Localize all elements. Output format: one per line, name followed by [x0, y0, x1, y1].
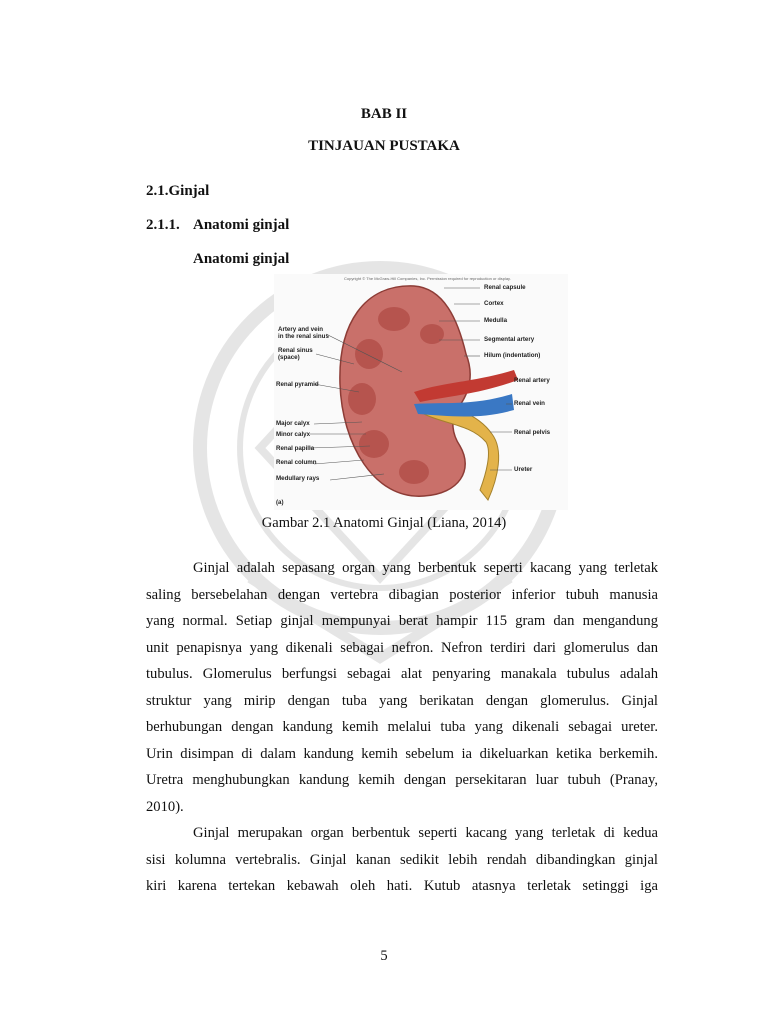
paragraph-line: Urin disimpan di dalam kandung kemih sebelum ia dikeluarkan ketika berkemih. [146, 745, 658, 762]
label-renal-papilla: Renal papilla [276, 445, 315, 452]
label-renal-pelvis: Renal pelvis [514, 429, 551, 436]
figure-caption: Gambar 2.1 Anatomi Ginjal (Liana, 2014) [261, 515, 507, 531]
figure-heading: Anatomi ginjal [193, 251, 290, 267]
label-major-calyx: Major calyx [276, 420, 310, 427]
subsection-heading [146, 217, 289, 234]
paragraph-line: struktur yang mirip dengan tuba yang berikatan dengan glomerulus. Ginjal [146, 692, 658, 709]
paragraph-line: Ginjal adalah sepasang organ yang berbentuk seperti kacang yang terletak [193, 560, 658, 576]
chapter-title: TINJAUAN PUSTAKA [308, 138, 460, 154]
label-artery-vein-sinus: Artery and vein in the renal sinus [278, 326, 329, 340]
label-renal-capsule: Renal capsule [484, 284, 526, 291]
paragraph-line: yang normal. Setiap ginjal mempunyai berat hampir 115 gram dan mengandung [146, 613, 658, 629]
paragraph-line: Uretra menghubungkan kandung kemih dengan persekitaran luar tubuh (Pranay, [146, 772, 658, 788]
label-renal-vein: Renal vein [514, 400, 545, 407]
paragraph-line: saling bersebelahan dengan vertebra dibagian posterior inferior tubuh manusia [146, 586, 658, 603]
label-minor-calyx: Minor calyx [276, 431, 311, 438]
label-renal-column: Renal column [276, 459, 317, 466]
figure-copyright: Copyright © The McGraw-Hill Companies, Inc. Permission required for reproduction or display. [344, 276, 511, 281]
paragraph-line: Ginjal merupakan organ berbentuk seperti kacang yang terletak di kedua [193, 825, 658, 841]
label-cortex: Cortex [484, 300, 504, 307]
section-heading: 2.1.Ginjal [146, 183, 210, 199]
paragraph-1 [146, 555, 658, 820]
paragraph-line: kiri karena tertekan kebawah oleh hati. Kutub atasnya terletak setinggi iga [146, 878, 658, 894]
paragraph-2 [146, 820, 658, 900]
label-medulla: Medulla [484, 317, 508, 324]
label-panel-a: (a) [276, 499, 284, 506]
paragraph-line: berhubungan dengan kandung kemih melalui tuba yang dikenali sebagai ureter. [146, 719, 658, 735]
paragraph-line: tubulus. Glomerulus berfungsi sebagai alat penyaring manakala tubulus adalah [146, 666, 658, 682]
label-hilum: Hilum (indentation) [484, 352, 541, 359]
label-renal-artery: Renal artery [514, 377, 550, 384]
label-segmental-artery: Segmental artery [484, 336, 535, 343]
label-medullary-rays: Medullary rays [276, 475, 320, 482]
subsection-title: Anatomi ginjal [193, 217, 290, 233]
paragraph-line: sisi kolumna vertebralis. Ginjal kanan sedikit lebih rendah dibandingkan ginjal [146, 851, 658, 868]
paragraph-line: 2010). [146, 798, 184, 815]
label-renal-pyramid: Renal pyramid [276, 381, 319, 388]
kidney-anatomy-figure [274, 274, 568, 510]
page-number: 5 [380, 948, 388, 964]
label-ureter: Ureter [514, 466, 533, 473]
subsection-number: 2.1.1. [146, 217, 180, 233]
chapter-heading: BAB II [360, 106, 408, 122]
label-renal-sinus: Renal sinus (space) [278, 347, 313, 361]
paragraph-line: unit penapisnya yang dikenali sebagai nefron. Nefron terdiri dari glomerulus dan [146, 639, 658, 656]
